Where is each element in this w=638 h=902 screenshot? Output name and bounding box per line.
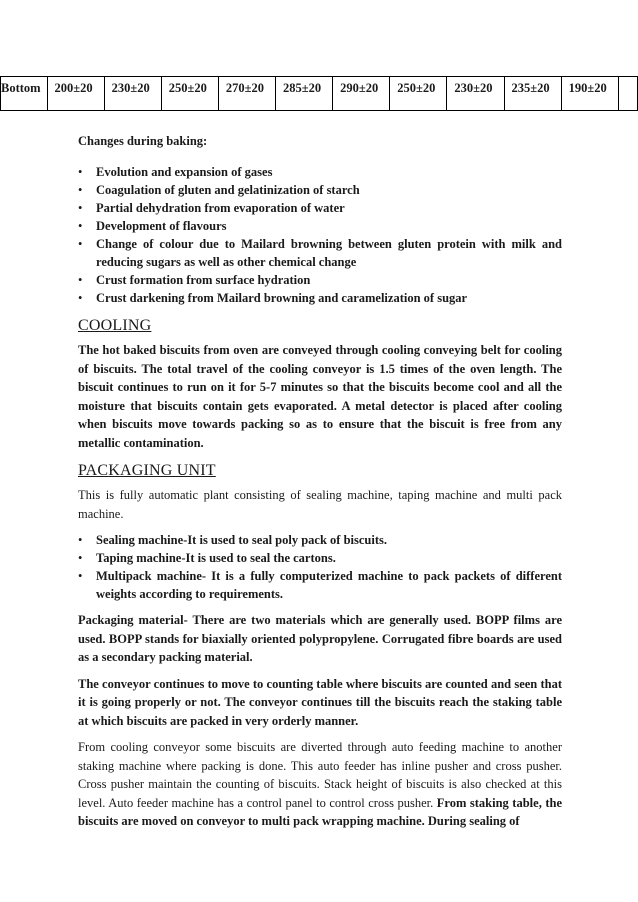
table-cell: 230±20 bbox=[104, 77, 161, 111]
auto-feeder-paragraph bbox=[78, 738, 562, 831]
list-item: • Development of flavours bbox=[78, 219, 227, 233]
table-row bbox=[1, 77, 638, 111]
table-cell bbox=[618, 77, 637, 111]
table-cell: 235±20 bbox=[504, 77, 561, 111]
bullet-icon: • bbox=[78, 273, 83, 287]
packaging-heading: PACKAGING UNIT bbox=[78, 462, 216, 479]
list-item: • Crust formation from surface hydration bbox=[78, 273, 311, 287]
list-item: • Partial dehydration from evaporation of water bbox=[78, 201, 345, 215]
table-cell: 230±20 bbox=[447, 77, 504, 111]
page-content bbox=[78, 134, 562, 839]
cooling-paragraph: The hot baked biscuits from oven are conveyed through cooling conveying belt for cooling of biscuits. The total travel of the cooling conveyor is 1.5 times of the oven length. The biscuit continues to run on it for 5-7 minutes so that the biscuits become cool and all the moisture that biscuits contain gets evaporated. A metal detector is placed after cooling when biscuits move towards packing so as to ensure that the biscuit is free from any metallic contamination. bbox=[78, 343, 562, 450]
bullet-icon: • bbox=[78, 237, 83, 251]
list-item: • Evolution and expansion of gases bbox=[78, 165, 273, 179]
cooling-heading: COOLING bbox=[78, 317, 152, 334]
table-cell: 200±20 bbox=[47, 77, 104, 111]
bottom-temperature-table bbox=[0, 76, 638, 111]
table-cell: 285±20 bbox=[276, 77, 333, 111]
list-item: • Coagulation of gluten and gelatinization of starch bbox=[78, 183, 360, 197]
conveyor-paragraph: The conveyor continues to move to counting table where biscuits are counted and seen that it is going properly or not. The conveyor continues till the biscuits reach the staking table at which biscuits are packed in very orderly manner. bbox=[78, 676, 562, 728]
changes-list bbox=[78, 163, 562, 307]
staking-table-text: From staking table, the biscuits are moved on conveyor to multi pack wrapping machine. During sealing of bbox=[78, 795, 562, 828]
list-item: • Taping machine-It is used to seal the cartons. bbox=[78, 551, 336, 565]
bullet-icon: • bbox=[78, 569, 83, 583]
table-cell: 250±20 bbox=[390, 77, 447, 111]
bullet-icon: • bbox=[78, 183, 83, 197]
table-cell: 250±20 bbox=[161, 77, 218, 111]
table-cell: 270±20 bbox=[218, 77, 275, 111]
machines-list bbox=[78, 531, 562, 603]
bullet-icon: • bbox=[78, 551, 83, 565]
bullet-icon: • bbox=[78, 291, 83, 305]
table-cell: 290±20 bbox=[333, 77, 390, 111]
packaging-material-paragraph: Packaging material- There are two materials which are generally used. BOPP films are used. BOPP stands for biaxially oriented polypropylene. Corrugated fibre boards are used as a secondary packing material. bbox=[78, 613, 562, 664]
bullet-icon: • bbox=[78, 201, 83, 215]
packaging-intro: This is fully automatic plant consisting of sealing machine, taping machine and multi pack machine. bbox=[78, 488, 562, 521]
list-item: • Change of colour due to Mailard browning between gluten protein with milk and reducing sugars as well as other chemical change bbox=[78, 237, 562, 269]
list-item: • Crust darkening from Mailard browning and caramelization of sugar bbox=[78, 291, 468, 305]
list-item: • Sealing machine-It is used to seal poly pack of biscuits. bbox=[78, 533, 388, 547]
list-item: • Multipack machine- It is a fully computerized machine to pack packets of different weights according to requirements. bbox=[78, 569, 562, 601]
bullet-icon: • bbox=[78, 219, 83, 233]
table-cell: 190±20 bbox=[561, 77, 618, 111]
temperature-table bbox=[0, 76, 638, 111]
bullet-icon: • bbox=[78, 165, 83, 179]
changes-heading: Changes during baking: bbox=[78, 134, 208, 148]
bullet-icon: • bbox=[78, 533, 83, 547]
row-label-cell: Bottom bbox=[1, 77, 48, 111]
auto-feeder-text: From cooling conveyor some biscuits are diverted through auto feeding machine to another staking machine where packing is done. This auto feeder has inline pusher and cross pusher. Cross pusher maintain the counting of biscuits. Stack height of biscuits is also checked at this level. Auto feeder machine has a control panel to control cross pusher. bbox=[78, 740, 562, 810]
